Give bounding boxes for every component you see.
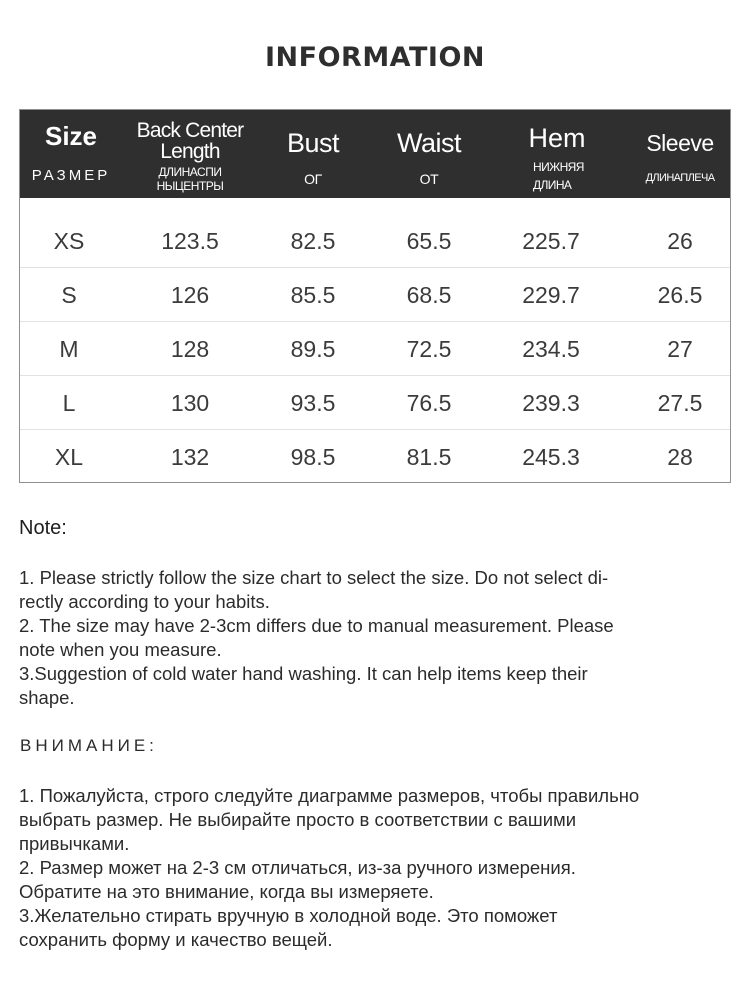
header-bust-en: Bust (286, 128, 340, 158)
cell-sleeve: 27.5 (657, 390, 703, 416)
header-hem-en: Hem (528, 123, 586, 153)
cell-waist: 72.5 (406, 336, 452, 362)
note-line: shape. (19, 687, 75, 708)
cell-hem: 229.7 (522, 282, 580, 308)
attention-title: ВНИМАНИЕ: (20, 736, 158, 755)
attention-line: 1. Пожалуйста, строго следуйте диаграмме размеров, чтобы правильно (19, 785, 640, 806)
page-title: INFORMATION (264, 42, 485, 73)
cell-size: M (59, 336, 79, 362)
table-row (20, 267, 730, 322)
cell-back-length: 126 (170, 282, 210, 308)
cell-waist: 76.5 (406, 390, 452, 416)
header-size-en: Size (44, 121, 98, 151)
attention-line: привычками. (19, 833, 130, 854)
cell-back-length: 130 (170, 390, 210, 416)
note-line: rectly according to your habits. (19, 591, 270, 612)
cell-hem: 239.3 (522, 390, 580, 416)
cell-hem: 225.7 (522, 228, 580, 254)
cell-sleeve: 28 (667, 444, 693, 470)
header-back-length-ru: ДЛИНАСПИ НЫЦЕНТРЫ (156, 165, 224, 193)
cell-waist: 65.5 (406, 228, 452, 254)
cell-size: XS (53, 228, 85, 254)
cell-bust: 89.5 (290, 336, 336, 362)
header-bust (252, 110, 374, 198)
cell-sleeve: 27 (667, 336, 693, 362)
header-bust-ru: ОГ (304, 171, 322, 187)
table-row (20, 375, 730, 430)
table-row (20, 213, 730, 268)
attention-line: выбрать размер. Не выбирайте просто в соответствии с вашими (19, 809, 577, 830)
header-waist-ru: ОТ (419, 171, 439, 187)
cell-back-length: 132 (170, 444, 210, 470)
note-line: 3.Suggestion of cold water hand washing. It can help items keep their (19, 663, 588, 684)
note-line: 1. Please strictly follow the size chart to select the size. Do not select di- (19, 567, 609, 588)
cell-waist: 81.5 (406, 444, 452, 470)
cell-hem: 245.3 (522, 444, 580, 470)
header-size (20, 110, 122, 198)
note-line: 2. The size may have 2-3cm differs due to manual measurement. Please (19, 615, 614, 636)
cell-hem: 234.5 (522, 336, 580, 362)
note-line: note when you measure. (19, 639, 222, 660)
cell-bust: 85.5 (290, 282, 336, 308)
header-sleeve (620, 110, 740, 198)
cell-sleeve: 26.5 (657, 282, 703, 308)
attention-line: сохранить форму и качество вещей. (19, 929, 333, 950)
header-size-ru: РАЗМЕР (31, 167, 111, 184)
note-text (19, 566, 734, 710)
table-header (20, 110, 730, 198)
attention-line: 3.Желательно стирать вручную в холодной воде. Это поможет (19, 905, 558, 926)
table-row (20, 321, 730, 376)
table-row (20, 429, 730, 483)
attention-text (19, 784, 734, 952)
cell-bust: 82.5 (290, 228, 336, 254)
header-waist-en: Waist (397, 128, 461, 158)
header-sleeve-ru: ДЛИНАПЛЕЧА (645, 172, 715, 184)
header-back-length (128, 110, 252, 198)
cell-sleeve: 26 (667, 228, 693, 254)
cell-size: XL (54, 444, 84, 470)
cell-bust: 98.5 (290, 444, 336, 470)
cell-size: L (62, 390, 76, 416)
size-table (19, 109, 731, 483)
cell-back-length: 123.5 (161, 228, 219, 254)
header-hem-ru: НИЖНЯЯ ДЛИНА (533, 160, 584, 192)
header-back-length-en: Back Center Length (136, 119, 244, 163)
header-sleeve-en: Sleeve (646, 130, 714, 156)
attention-line: Обратите на это внимание, когда вы измеряете. (19, 881, 434, 902)
attention-line: 2. Размер может на 2-3 см отличаться, из-за ручного измерения. (19, 857, 576, 878)
cell-size: S (61, 282, 77, 308)
header-waist (370, 110, 488, 198)
cell-back-length: 128 (170, 336, 210, 362)
cell-bust: 93.5 (290, 390, 336, 416)
note-title: Note: (19, 517, 67, 539)
cell-waist: 68.5 (406, 282, 452, 308)
header-hem (498, 110, 616, 198)
